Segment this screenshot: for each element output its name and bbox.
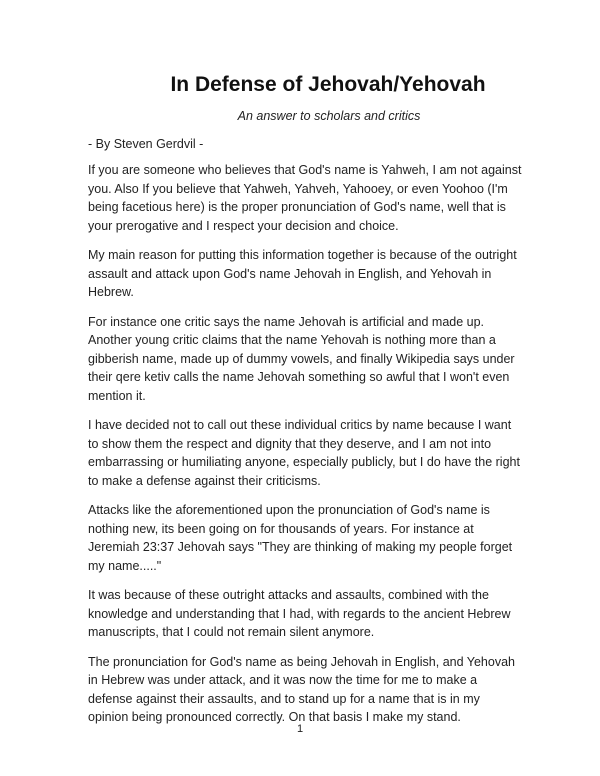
paragraph-7: The pronunciation for God's name as being Jehovah in English, and Yehovah in Hebrew was under attack, and it was now the time for me to make a defense against their assaults, and to stand up for a name that is in my opinion being pronounced correctly. On that basis I make my stand.	[88, 654, 515, 724]
author-byline: - By Steven Gerdvil -	[88, 137, 204, 151]
paragraph-4: I have decided not to call out these individual critics by name because I want to show them the respect and dignity that they deserve, and I am not into embarrassing or humiliating anyone, especially publicly, but I do have the right to make a defense against their criticisms.	[88, 418, 520, 488]
paragraph-5: Attacks like the aforementioned upon the pronunciation of God's name is nothing new, its been going on for thousands of years. For instance at Jeremiah 23:37 Jehovah says "They are thinking of making my people forget my name....."	[88, 503, 513, 573]
paragraph-1: If you are someone who believes that God's name is Yahweh, I am not against you. Also If you believe that Yahweh, Yahveh, Yahooey, or even Yoohoo (I'm being facetious here) is the proper pronunciation of God's name, well that is your prerogative and I respect your decision and choice.	[88, 163, 522, 233]
document-subtitle: An answer to scholars and critics	[237, 109, 421, 123]
paragraph-3: For instance one critic says the name Jehovah is artificial and made up. Another young critic claims that the name Yehovah is nothing more than a gibberish name, made up of dummy vowels, and finally Wikipedia says under their qere ketiv calls the name Jehovah something so awful that I won't even mention it.	[88, 314, 515, 403]
document-body	[88, 161, 522, 738]
paragraph-2: My main reason for putting this information together is because of the outright assault and attack upon God's name Jehovah in English, and Yehovah in Hebrew.	[88, 248, 517, 299]
page-number: 1	[296, 723, 304, 735]
document-title: In Defense of Jehovah/Yehovah	[170, 73, 486, 96]
paragraph-6: It was because of these outright attacks and assaults, combined with the knowledge and understanding that I had, with regards to the ancient Hebrew manuscripts, that I could not remain silent anymore.	[88, 588, 511, 639]
